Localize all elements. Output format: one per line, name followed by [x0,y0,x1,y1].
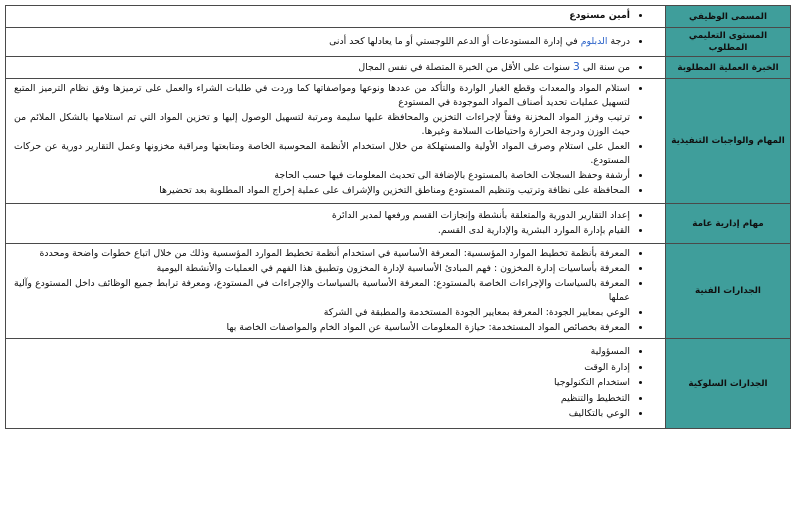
technical-competencies-cell [6,244,666,339]
job-title-row [6,6,791,28]
education-row [6,28,791,57]
behavioral-competency-item: • إدارة الوقت [14,361,630,375]
experience-cell [6,57,666,79]
behavioral-competencies-row [6,339,791,429]
admin-task-item: • القيام بإدارة الموارد البشرية والإدارية لدى القسم. [14,224,630,238]
experience-item [14,60,630,75]
education-list [14,35,661,49]
behavioral-competency-item: • الوعي بالتكاليف [14,407,630,421]
technical-competency-item: • المعرفة بأنظمة تخطيط الموارد المؤسسية: المعرفة الأساسية في استخدام أنظمة تخطيط الموارد المؤسسية وذلك من خلال اتباع خطوات واضحة ومحددة [14,247,630,261]
executive-task-item: • المحافظة على نظافة وترتيب وتنظيم المستودع ومناطق التخزين والإشراف على عملية إخراج المواد المطلوبة بعد تحضيرها [14,184,630,198]
technical-competency-item: • المعرفة بخصائص المواد المستخدمة: حيازة المعلومات الأساسية عن المواد الخام والمواصفات الخاصة بها [14,321,630,335]
behavioral-competency-item: • التخطيط والتنظيم [14,392,630,406]
job-title-list [14,9,661,23]
years-highlight: 3 [572,59,580,73]
admin-tasks-list [14,209,661,238]
admin-tasks-cell [6,204,666,244]
education-item [14,35,630,49]
executive-task-item: • العمل على استلام وصرف المواد الأولية والمستهلكة من خلال استخدام الأنظمة المحوسبة الخاصة ومتابعتها ومراقبة مخزونها وعمل التقارير دورية عن حركات المستودع. [14,140,630,168]
job-description-table [5,5,791,429]
education-cell [6,28,666,57]
technical-competency-item: • المعرفة بأساسيات إدارة المخزون : فهم المبادئ الأساسية لإدارة المخزون وتطبيق هذا الفهم في العمليات والأنشطة اليومية [14,262,630,276]
executive-tasks-cell [6,79,666,204]
job-title-cell [6,6,666,28]
behavioral-competency-item: • استخدام التكنولوجيا [14,376,630,390]
admin-task-item: • إعداد التقارير الدورية والمتعلقة بأنشطة وإنجازات القسم ورفعها لمدير الدائرة [14,209,630,223]
executive-tasks-label: المهام والواجبات التنفيذية [666,79,791,204]
technical-competencies-label: الجدارات الفنية [666,244,791,339]
technical-competency-item: • الوعي بمعايير الجودة: المعرفة بمعايير الجودة المستخدمة والمطبقة في الشركة [14,306,630,320]
executive-tasks-list [14,82,661,198]
admin-tasks-label: مهام إدارية عامة [666,204,791,244]
technical-competency-item: • المعرفة بالسياسات والإجراءات الخاصة بالمستودع: المعرفة الأساسية بالسياسات والإجراءات في المستودع، ومعرفة ترابط جميع الوظائف داخل المستودع وآلية عملها [14,277,630,305]
behavioral-competencies-list [14,345,661,421]
job-title-value: • أمين مستودع [14,9,630,23]
experience-list [14,60,661,75]
education-suffix: في إدارة المستودعات أو الدعم اللوجستي أو ما يعادلها كحد أدنى [329,35,581,47]
experience-label: الخبرة العملية المطلوبة [666,57,791,79]
experience-suffix: سنوات على الأقل من الخبرة المتصلة في نفس المجال [358,61,573,73]
job-description-sheet [5,5,791,429]
experience-row [6,57,791,79]
behavioral-competencies-cell [6,339,666,429]
admin-tasks-row [6,204,791,244]
executive-task-item: • ترتيب وفرز المواد المخزنة وفقاً لإجراءات التخزين والمحافظة عليها سليمة ومرتبة لتسهيل الوصول إليها و تخزين المواد التي تم استلامها بالشكل الملائم من حيث الوزن ودرجة الحرارة واحتياطات السلامة وغيرها. [14,111,630,139]
executive-task-item: • استلام المواد والمعدات وقطع الغيار الواردة والتأكد من عددها ونوعها ومواصفاتها كما وردت في طلبات الشراء والعمل على ترميزها وفق نظام الترميز المتبع لتسهيل عمليات تحديد أصناف المواد الموجودة في المستودع [14,82,630,110]
job-title-label: المسمى الوظيفي [666,6,791,28]
technical-competencies-row [6,244,791,339]
education-prefix: درجة [607,35,630,47]
technical-competencies-list [14,247,661,335]
behavioral-competencies-label: الجدارات السلوكية [666,339,791,429]
experience-prefix: من سنة الى [579,61,630,73]
degree-highlight: الدبلوم [580,35,608,47]
executive-task-item: • أرشفة وحفظ السجلات الخاصة بالمستودع بالإضافة الى تحديث المعلومات فيها حسب الحاجة [14,169,630,183]
executive-tasks-row [6,79,791,204]
behavioral-competency-item: • المسؤولية [14,345,630,359]
education-label: المستوى التعليمي المطلوب [666,28,791,57]
